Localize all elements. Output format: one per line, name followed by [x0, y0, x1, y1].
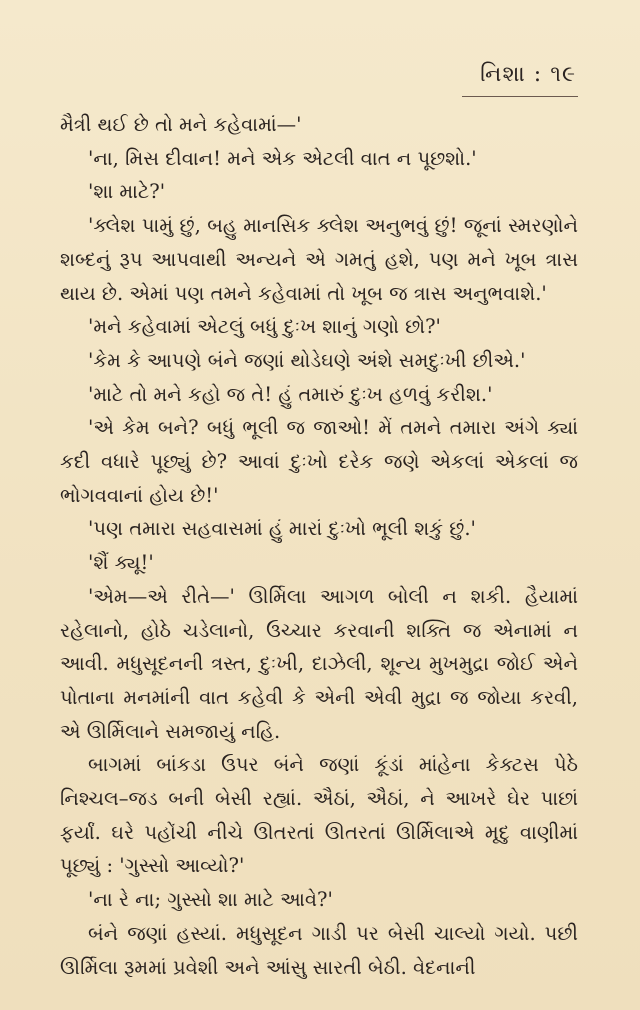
- header-underline: [462, 96, 578, 97]
- paragraph: 'માટે તો મને કહો જ તે! હું તમારું દુઃખ હળવું કરીશ.': [88, 382, 493, 406]
- paragraph: 'કેમ કે આપણે બંને જણાં થોડેઘણે અંશે સમદુઃખી છીએ.': [88, 348, 526, 372]
- paragraph: 'ના રે ના; ગુસ્સો શા માટે આવે?': [88, 888, 333, 912]
- paragraph: 'એ કેમ બને? બધું ભૂલી જ જાઓ! મેં તમને તમારા અંગે ક્યાં કદી વધારે પૂછ્યું છે? આવાં દુઃખો દરેક જણે એકલાં એકલાં જ ભોગવવાનાં હોય છે!': [60, 416, 578, 507]
- paragraph: 'પણ તમારા સહવાસમાં હું મારાં દુઃખો ભૂલી શકું છું.': [88, 517, 476, 541]
- paragraph: 'ક્લેશ પામું છું, બહુ માનસિક ક્લેશ અનુભવું છું! જૂનાં સ્મરણોને શબ્દનું રૂપ આપવાથી અન્યને એ ગમતું હશે, પણ મને ખૂબ ત્રાસ થાય છે. એમાં પણ તમને કહેવામાં તો ખૂબ જ ત્રાસ અનુભવાશે.': [60, 214, 578, 305]
- page-body: [60, 108, 578, 984]
- paragraph: 'મને કહેવામાં એટલું બધું દુઃખ શાનું ગણો છો?': [88, 315, 441, 339]
- paragraph: 'એમ—એ રીતે—' ઊર્મિલા આગળ બોલી ન શકી. હૈયામાં રહેલાનો, હોઠે ચડેલાનો, ઉચ્ચાર કરવાની શક્તિ જ એનામાં ન આવી. મધુસૂદનની ત્રસ્ત, દુઃખી, દાઝેલી, શૂન્ય મુખમુદ્રા જોઈ એને પોતાના મનમાંની વાત કહેવી કે એની એવી મુદ્રા જ જોયા કરવી, એ ઊર્મિલાને સમજાયું નહિ.: [60, 584, 578, 743]
- paragraph: બાગમાં બાંકડા ઉપર બંને જણાં કૂંડાં માંહેના કેક્ટસ પેઠે નિશ્ચલ–જડ બની બેસી રહ્યાં. ઐઠાં, ઐઠાં, ને આખરે ઘેર પાછાં ફર્યાં. ઘરે પહોંચી નીચે ઊતરતાં ઊતરતાં ઊર્મિલાએ મૃદુ વાણીમાં પૂછ્યું : 'ગુસ્સો આવ્યો?': [60, 753, 578, 878]
- paragraph: 'શૈં ક્યૂ!': [88, 551, 154, 575]
- paragraph: બંને જણાં હસ્યાં. મધુસૂદન ગાડી પર બેસી ચાલ્યો ગયો. પછી ઊર્મિલા રૂમમાં પ્રવેશી અને આંસુ સારતી બેઠી. વેદનાની: [60, 921, 578, 979]
- running-header: નિશા : ૧૯: [480, 62, 576, 87]
- paragraph: 'ના, મિસ દીવાન! મને એક એટલી વાત ન પૂછશો.': [88, 146, 477, 170]
- paragraph: મૈત્રી થઈ છે તો મને કહેવામાં—': [60, 113, 302, 136]
- paragraph: 'શા માટે?': [88, 180, 166, 204]
